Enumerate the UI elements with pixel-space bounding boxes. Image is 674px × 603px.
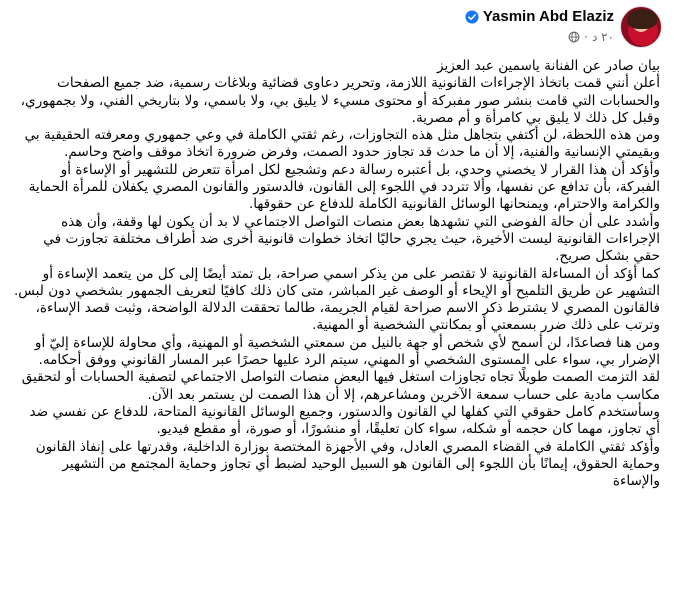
avatar-image bbox=[627, 9, 657, 29]
globe-icon[interactable] bbox=[568, 31, 580, 43]
post-paragraph: وسأستخدم كامل حقوقي التي كفلها لي القانون والدستور، وجميع الوسائل القانونية المتاحة، للدفاع عن نفسي ضد أي تجاوز، مهما كان حجمه أو شكله، سواء كان تعليقًا، أو منشورًا، أو صورة، أو مقطع فيديو. bbox=[29, 403, 660, 438]
post-paragraph: وأؤكد ثقتي الكاملة في القضاء المصري العادل، وفي الأجهزة المختصة بوزارة الداخلية، وقدرتها على إنفاذ القانون وحماية الحقوق، إيمانًا بأن اللجوء إلى القانون هو السبيل الوحيد لضبط أي تجاوز وحماية المجتمع من التشهير والإساءة bbox=[35, 438, 660, 490]
post-paragraph: وأشدد على أن حالة الفوضى التي تشهدها بعض منصات التواصل الاجتماعي لا بد أن يكون لها وقفة، وأن هذه الإجراءات القانونية ليست الأخيرة، حيث يجري حاليًا اتخاذ خطوات قانونية أخرى ضد أطراف مختلفة تجاوزت في حقي بشكل صريح. bbox=[43, 213, 660, 265]
meta-separator: · bbox=[584, 30, 588, 44]
post-timestamp[interactable]: ٢٠ د bbox=[591, 30, 614, 44]
verified-badge-icon bbox=[465, 10, 479, 24]
post-paragraph: ومن هذه اللحظة، لن أكتفي بتجاهل مثل هذه التجاوزات، رغم ثقتي الكاملة في وعي جمهوري ومعرفته الحقيقية بي وبقيمتي الإنسانية والفنية، إلا أن ما حدث قد تجاوز حدود الصمت، وفرض ضرورة اتخاذ موقف واضح وحاسم. bbox=[24, 127, 660, 161]
post-header bbox=[0, 0, 674, 55]
post-paragraph-title: بيان صادر عن الفنانة ياسمين عبد العزيز bbox=[436, 58, 660, 74]
post-paragraph: لقد التزمت الصمت طويلًا تجاه تجاوزات استغل فيها البعض منصات التواصل الاجتماعي لتصفية الحسابات أو لتحقيق مكاسب مادية على حساب سمعة الآخرين ومشاعرهم، إلا أن هذا الصمت لن يستمر بعد الآن. bbox=[21, 369, 660, 403]
author-name[interactable]: Yasmin Abd Elaziz bbox=[482, 8, 614, 25]
post-meta bbox=[568, 30, 614, 44]
post-paragraph: وأؤكد أن هذا القرار لا يخصني وحدي، بل أعتبره رسالة دعم وتشجيع لكل امرأة تتعرض للتشهير أو الإساءة أو الفبركة، بأن تدافع عن نفسها، وألا تتردد في اللجوء إلى القانون، فالدستور والقانون المصري يكفلان للمرأة الحماية والكرامة والاحترام، ويمنحانها الوسائل القانونية الكاملة للدفاع عن حقوقها. bbox=[28, 161, 660, 213]
post-paragraph: أعلن أنني قمت باتخاذ الإجراءات القانونية اللازمة، وتحرير دعاوى قضائية وبلاغات رسمية، ضد جميع الصفحات والحسابات التي قامت بنشر صور مفبركة أو محتوى مسيء لا يليق بي، ولا باسمي، ولا بتاريخي الفني، ولا بجمهوري، وقبل كل ذلك لا يليق بي كامرأة و أم مصرية. bbox=[20, 75, 660, 126]
post-paragraph: كما أؤكد أن المساءلة القانونية لا تقتصر على من يذكر اسمي صراحة، بل تمتد أيضًا إلى كل من يتعمد الإساءة أو التشهير عن طريق التلميح أو الإيحاء أو الوصف غير المباشر، متى كان ذلك كافيًا لتعريف الجمهور بشخصي دون لبس. فالقانون المصري لا يشترط ذكر الاسم صراحة لقيام الجريمة، طالما تحققت الدلالة الواضحة، وثبت قصد الإساءة، وترتب على ذلك ضرر بسمعتي أو بمكانتي الشخصية أو المهنية. bbox=[13, 265, 660, 334]
post-paragraph: ومن هنا فصاعدًا، لن أسمح لأي شخص أو جهة بالنيل من سمعتي الشخصية أو المهنية، وأي محاولة للإساءة إليّ أو الإضرار بي، سواء على المستوى الشخصي أو المهني، سيتم الرد عليها حصرًا عبر المسار القانوني ووفق أحكامه. bbox=[34, 334, 660, 369]
author-row bbox=[465, 8, 614, 25]
avatar[interactable] bbox=[620, 6, 662, 48]
post-text bbox=[14, 58, 660, 490]
